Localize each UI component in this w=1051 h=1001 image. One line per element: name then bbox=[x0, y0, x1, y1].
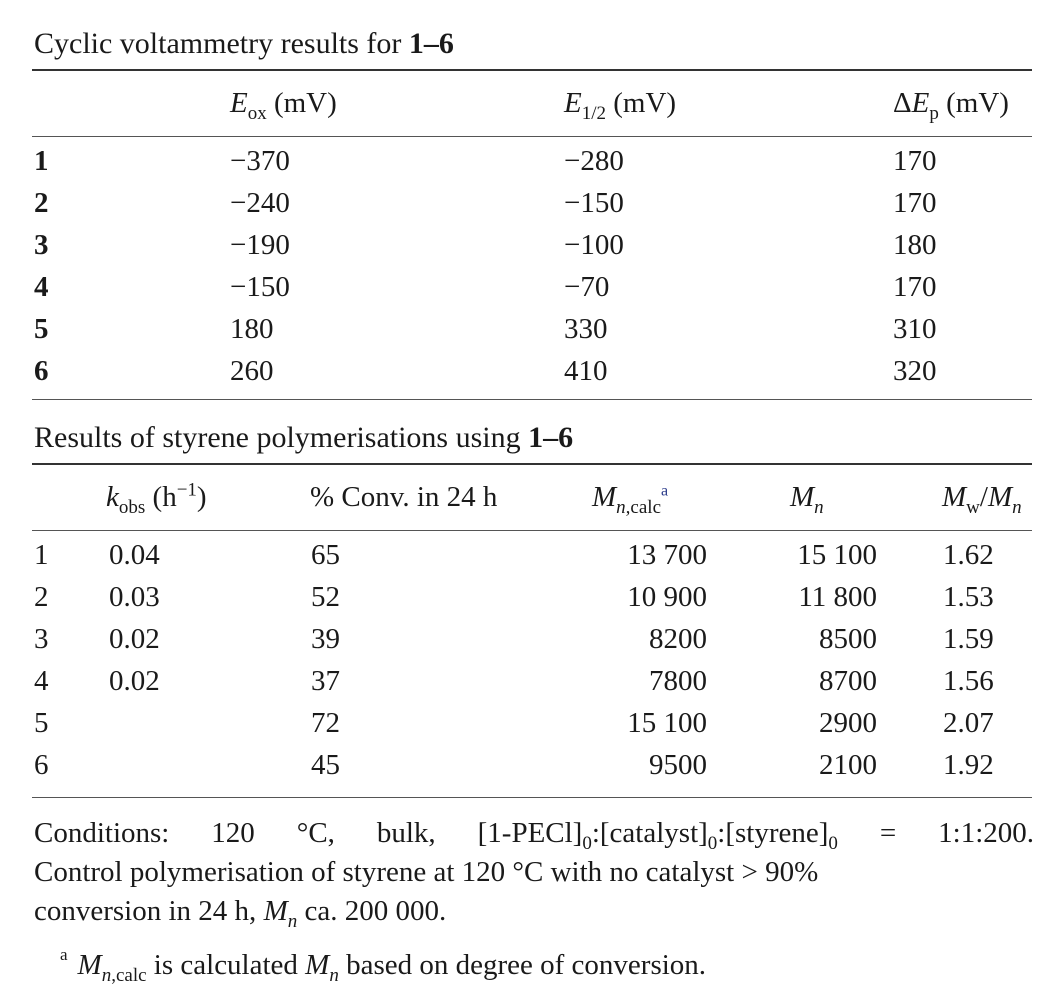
cell-mncalc: 8200 bbox=[649, 623, 707, 655]
table2-conditions bbox=[34, 814, 1034, 931]
table1-caption-text: Cyclic voltammetry results for bbox=[34, 27, 409, 60]
footnote-mark: a bbox=[60, 945, 68, 964]
cell-conv: 39 bbox=[311, 623, 340, 655]
cell-ehalf: −70 bbox=[564, 271, 610, 303]
cell-ratio: 2.07 bbox=[943, 707, 994, 739]
row-id: 6 bbox=[34, 749, 49, 781]
cell-dep: 180 bbox=[893, 229, 937, 261]
table1-top-rule bbox=[32, 69, 1032, 71]
cell-dep: 320 bbox=[893, 355, 937, 387]
conditions-line-1: Conditions: 120 °C, bulk, $[1-PECl]_0:[catalyst]_0:[styrene]_0$ = 1:1:200. bbox=[34, 817, 1035, 854]
table2-header-mn: $M_n$ bbox=[790, 481, 824, 518]
row-id: 4 bbox=[34, 665, 49, 697]
cell-mncalc: 13 700 bbox=[627, 539, 707, 571]
cell-mncalc: 9500 bbox=[649, 749, 707, 781]
row-id: 4 bbox=[34, 271, 49, 303]
cell-dep: 170 bbox=[893, 187, 937, 219]
table2-caption-range: 1–6 bbox=[528, 421, 574, 454]
row-id: 2 bbox=[34, 187, 49, 219]
table2-footnote: $^a$ $M_{n,calc}$ is calculated $M_n$ based on degree of conversion. bbox=[60, 945, 707, 986]
cell-eox: −370 bbox=[230, 145, 290, 177]
cell-ehalf: −150 bbox=[564, 187, 624, 219]
cell-mncalc: 7800 bbox=[649, 665, 707, 697]
cell-conv: 52 bbox=[311, 581, 340, 613]
table2-header-rule bbox=[32, 530, 1032, 531]
row-id: 1 bbox=[34, 145, 49, 177]
cell-eox: −190 bbox=[230, 229, 290, 261]
cell-conv: 72 bbox=[311, 707, 340, 739]
cell-conv: 65 bbox=[311, 539, 340, 571]
table1-header-dep: $\Delta E_p$ (mV) bbox=[893, 87, 1009, 124]
row-id: 3 bbox=[34, 623, 49, 655]
cell-ratio: 1.59 bbox=[943, 623, 994, 655]
cell-eox: −240 bbox=[230, 187, 290, 219]
table2-bottom-rule bbox=[32, 797, 1032, 798]
table2-caption bbox=[34, 420, 573, 456]
cell-ratio: 1.62 bbox=[943, 539, 994, 571]
cell-kobs: 0.04 bbox=[109, 539, 160, 571]
table2-header-conv: % Conv. in 24 h bbox=[310, 481, 498, 513]
cell-mn: 2100 bbox=[819, 749, 877, 781]
table2-header-ratio: $M_w/M_n$ bbox=[942, 481, 1022, 518]
cell-mncalc: 10 900 bbox=[627, 581, 707, 613]
table1-header-eox: $E_{ox}$ (mV) bbox=[230, 87, 337, 124]
cell-ehalf: 330 bbox=[564, 313, 608, 345]
table2-header-kobs: $k_{obs}$ $(h^{-1})$ bbox=[106, 479, 207, 518]
conditions-line-2: Control polymerisation of styrene at 120 °C with no catalyst > 90% bbox=[34, 856, 819, 888]
cell-eox: 260 bbox=[230, 355, 274, 387]
cell-ratio: 1.56 bbox=[943, 665, 994, 697]
cell-ehalf: −100 bbox=[564, 229, 624, 261]
cell-mncalc: 15 100 bbox=[627, 707, 707, 739]
cell-conv: 45 bbox=[311, 749, 340, 781]
cell-eox: −150 bbox=[230, 271, 290, 303]
row-id: 2 bbox=[34, 581, 49, 613]
table2-caption-text: Results of styrene polymerisations using bbox=[34, 421, 529, 454]
row-id: 5 bbox=[34, 707, 49, 739]
cell-dep: 170 bbox=[893, 145, 937, 177]
cell-ratio: 1.53 bbox=[943, 581, 994, 613]
row-id: 6 bbox=[34, 355, 49, 387]
cell-dep: 170 bbox=[893, 271, 937, 303]
cell-kobs: 0.02 bbox=[109, 665, 160, 697]
cell-ehalf: 410 bbox=[564, 355, 608, 387]
cell-mn: 2900 bbox=[819, 707, 877, 739]
cell-mn: 8700 bbox=[819, 665, 877, 697]
cell-ratio: 1.92 bbox=[943, 749, 994, 781]
cell-dep: 310 bbox=[893, 313, 937, 345]
row-id: 5 bbox=[34, 313, 49, 345]
table1-bottom-rule bbox=[32, 399, 1032, 400]
table1-header-rule bbox=[32, 136, 1032, 137]
table1-header-ehalf: $E_{1/2}$ (mV) bbox=[564, 87, 677, 124]
cell-ehalf: −280 bbox=[564, 145, 624, 177]
conditions-line-3: conversion in 24 h, $M_n$ ca. 200 000. bbox=[34, 895, 447, 932]
table1-caption bbox=[34, 26, 454, 62]
footnote-link: a bbox=[661, 482, 669, 500]
cell-eox: 180 bbox=[230, 313, 274, 345]
table2-header-mncalc: $M_{n,calc}^a$ bbox=[592, 481, 669, 518]
cell-mn: 11 800 bbox=[798, 581, 877, 613]
cell-mn: 8500 bbox=[819, 623, 877, 655]
row-id: 3 bbox=[34, 229, 49, 261]
cell-mn: 15 100 bbox=[797, 539, 877, 571]
cell-conv: 37 bbox=[311, 665, 340, 697]
cell-kobs: 0.02 bbox=[109, 623, 160, 655]
table2-top-rule bbox=[32, 463, 1032, 465]
cell-kobs: 0.03 bbox=[109, 581, 160, 613]
table1-caption-range: 1–6 bbox=[408, 27, 454, 60]
row-id: 1 bbox=[34, 539, 49, 571]
